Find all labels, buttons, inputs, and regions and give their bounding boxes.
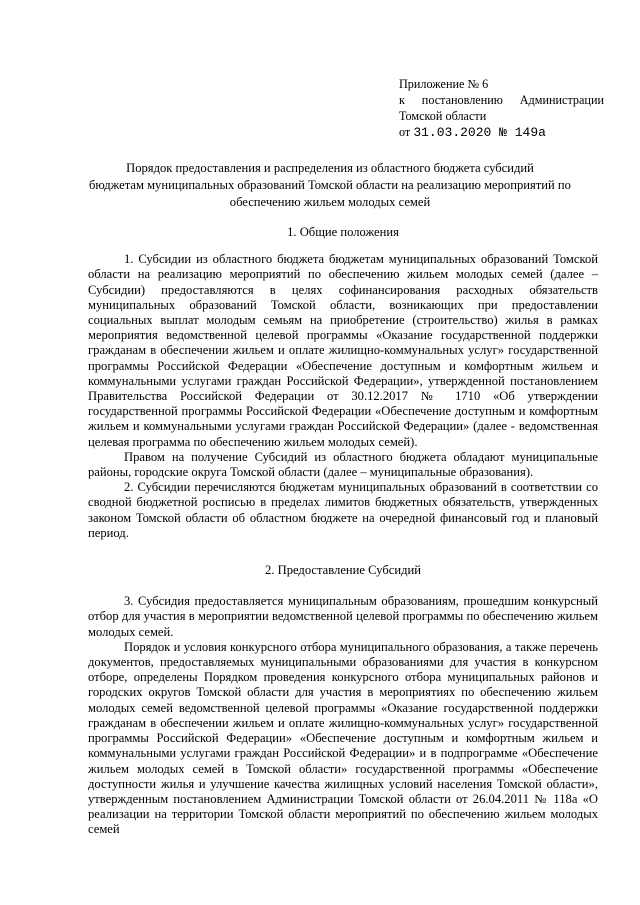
annex-block <box>399 76 604 141</box>
paragraph-3: 3. Субсидия предоставляется муниципальным образованиям, прошедшим конкурсный отбор для участия в мероприятии ведомственной целевой программы по обеспечению жильем молодых семей. <box>88 594 598 639</box>
annex-date-line <box>399 124 604 141</box>
annex-date: 31.03.2020 <box>413 125 492 140</box>
annex-resolution: к постановлению Администрации <box>399 93 604 107</box>
document-title <box>80 160 580 211</box>
paragraph-selection-procedure: Порядок и условия конкурсного отбора муниципального образования, а также перечень документов, предоставляемых муниципальными образованиями для участия в конкурсном отборе, определены Порядком проведения конкурсного отбора муниципальных районов и городских округов Томской области для участия в мероприятиях по обеспечению жильем молодых семей ведомственной целевой программы «Оказание государственной поддержки гражданам в обеспечении жильем и оплате жилищно-коммунальных услуг» государственной программы Российской Федерации» «Обеспечение доступным и комфортным жильем и коммунальными услугами граждан Российской Федерации» и в подпрограмме «Обеспечение жильем молодых семей в Томской области» государственной программы «Обеспечение доступности жилья и улучшение качества жилищных условий населения Томской области», утвержденным постановлением Администрации Томской области от 26.04.2011 № 118а «О реализации на территории Томской области мероприятий по обеспечению жильем молодых семей <box>88 639 598 837</box>
section-heading-provision: 2. Предоставление Субсидий <box>265 563 421 578</box>
annex-number: Приложение № 6 <box>399 77 489 91</box>
annex-doc-number: № 149а <box>499 125 546 140</box>
paragraph-eligibility: Правом на получение Субсидий из областного бюджета обладают муниципальные районы, городские округа Томской области (далее – муниципальные образования). <box>88 449 598 480</box>
paragraph-1: 1. Субсидии из областного бюджета бюджетам муниципальных образований Томской области на реализацию мероприятий по обеспечению жильем молодых семей (далее – Субсидии) предоставляются в целях софинансирования расходных обязательств муниципальных образований Томской области, возникающих при предоставлении социальных выплат молодым семьям на приобретение (строительство) жилья в рамках мероприятия ведомственной целевой программы «Оказание государственной поддержки гражданам в обеспечении жильем и оплате жилищно-коммунальных услуг» государственной программы Российской Федерации «Обеспечение доступным и комфортным жильем и коммунальными услугами граждан Российской Федерации», утвержденной постановлением Правительства Российской Федерации от 30.12.2017 № 1710 «Об утверждении государственной программы Российской Федерации «Обеспечение доступным и комфортным жильем и коммунальными услугами граждан Российской Федерации» (далее - ведомственная целевая программа по обеспечению жильем молодых семей). <box>88 252 598 449</box>
title-line-2: бюджетам муниципальных образований Томской области на реализацию мероприятий по <box>89 178 571 192</box>
paragraph-2: 2. Субсидии перечисляются бюджетам муниципальных образований в соответствии со сводной бюджетной росписью в пределах лимитов бюджетных обязательств, утвержденных законом Томской области об областном бюджете на очередной финансовый год и плановый период. <box>88 480 598 540</box>
section-heading-general: 1. Общие положения <box>287 225 399 239</box>
title-line-3: обеспечению жильем молодых семей <box>229 195 431 209</box>
annex-date-prefix: от <box>399 125 414 139</box>
document-body <box>88 225 598 838</box>
title-line-1: Порядок предоставления и распределения из областного бюджета субсидий <box>126 161 534 175</box>
annex-region: Томской области <box>399 109 487 123</box>
